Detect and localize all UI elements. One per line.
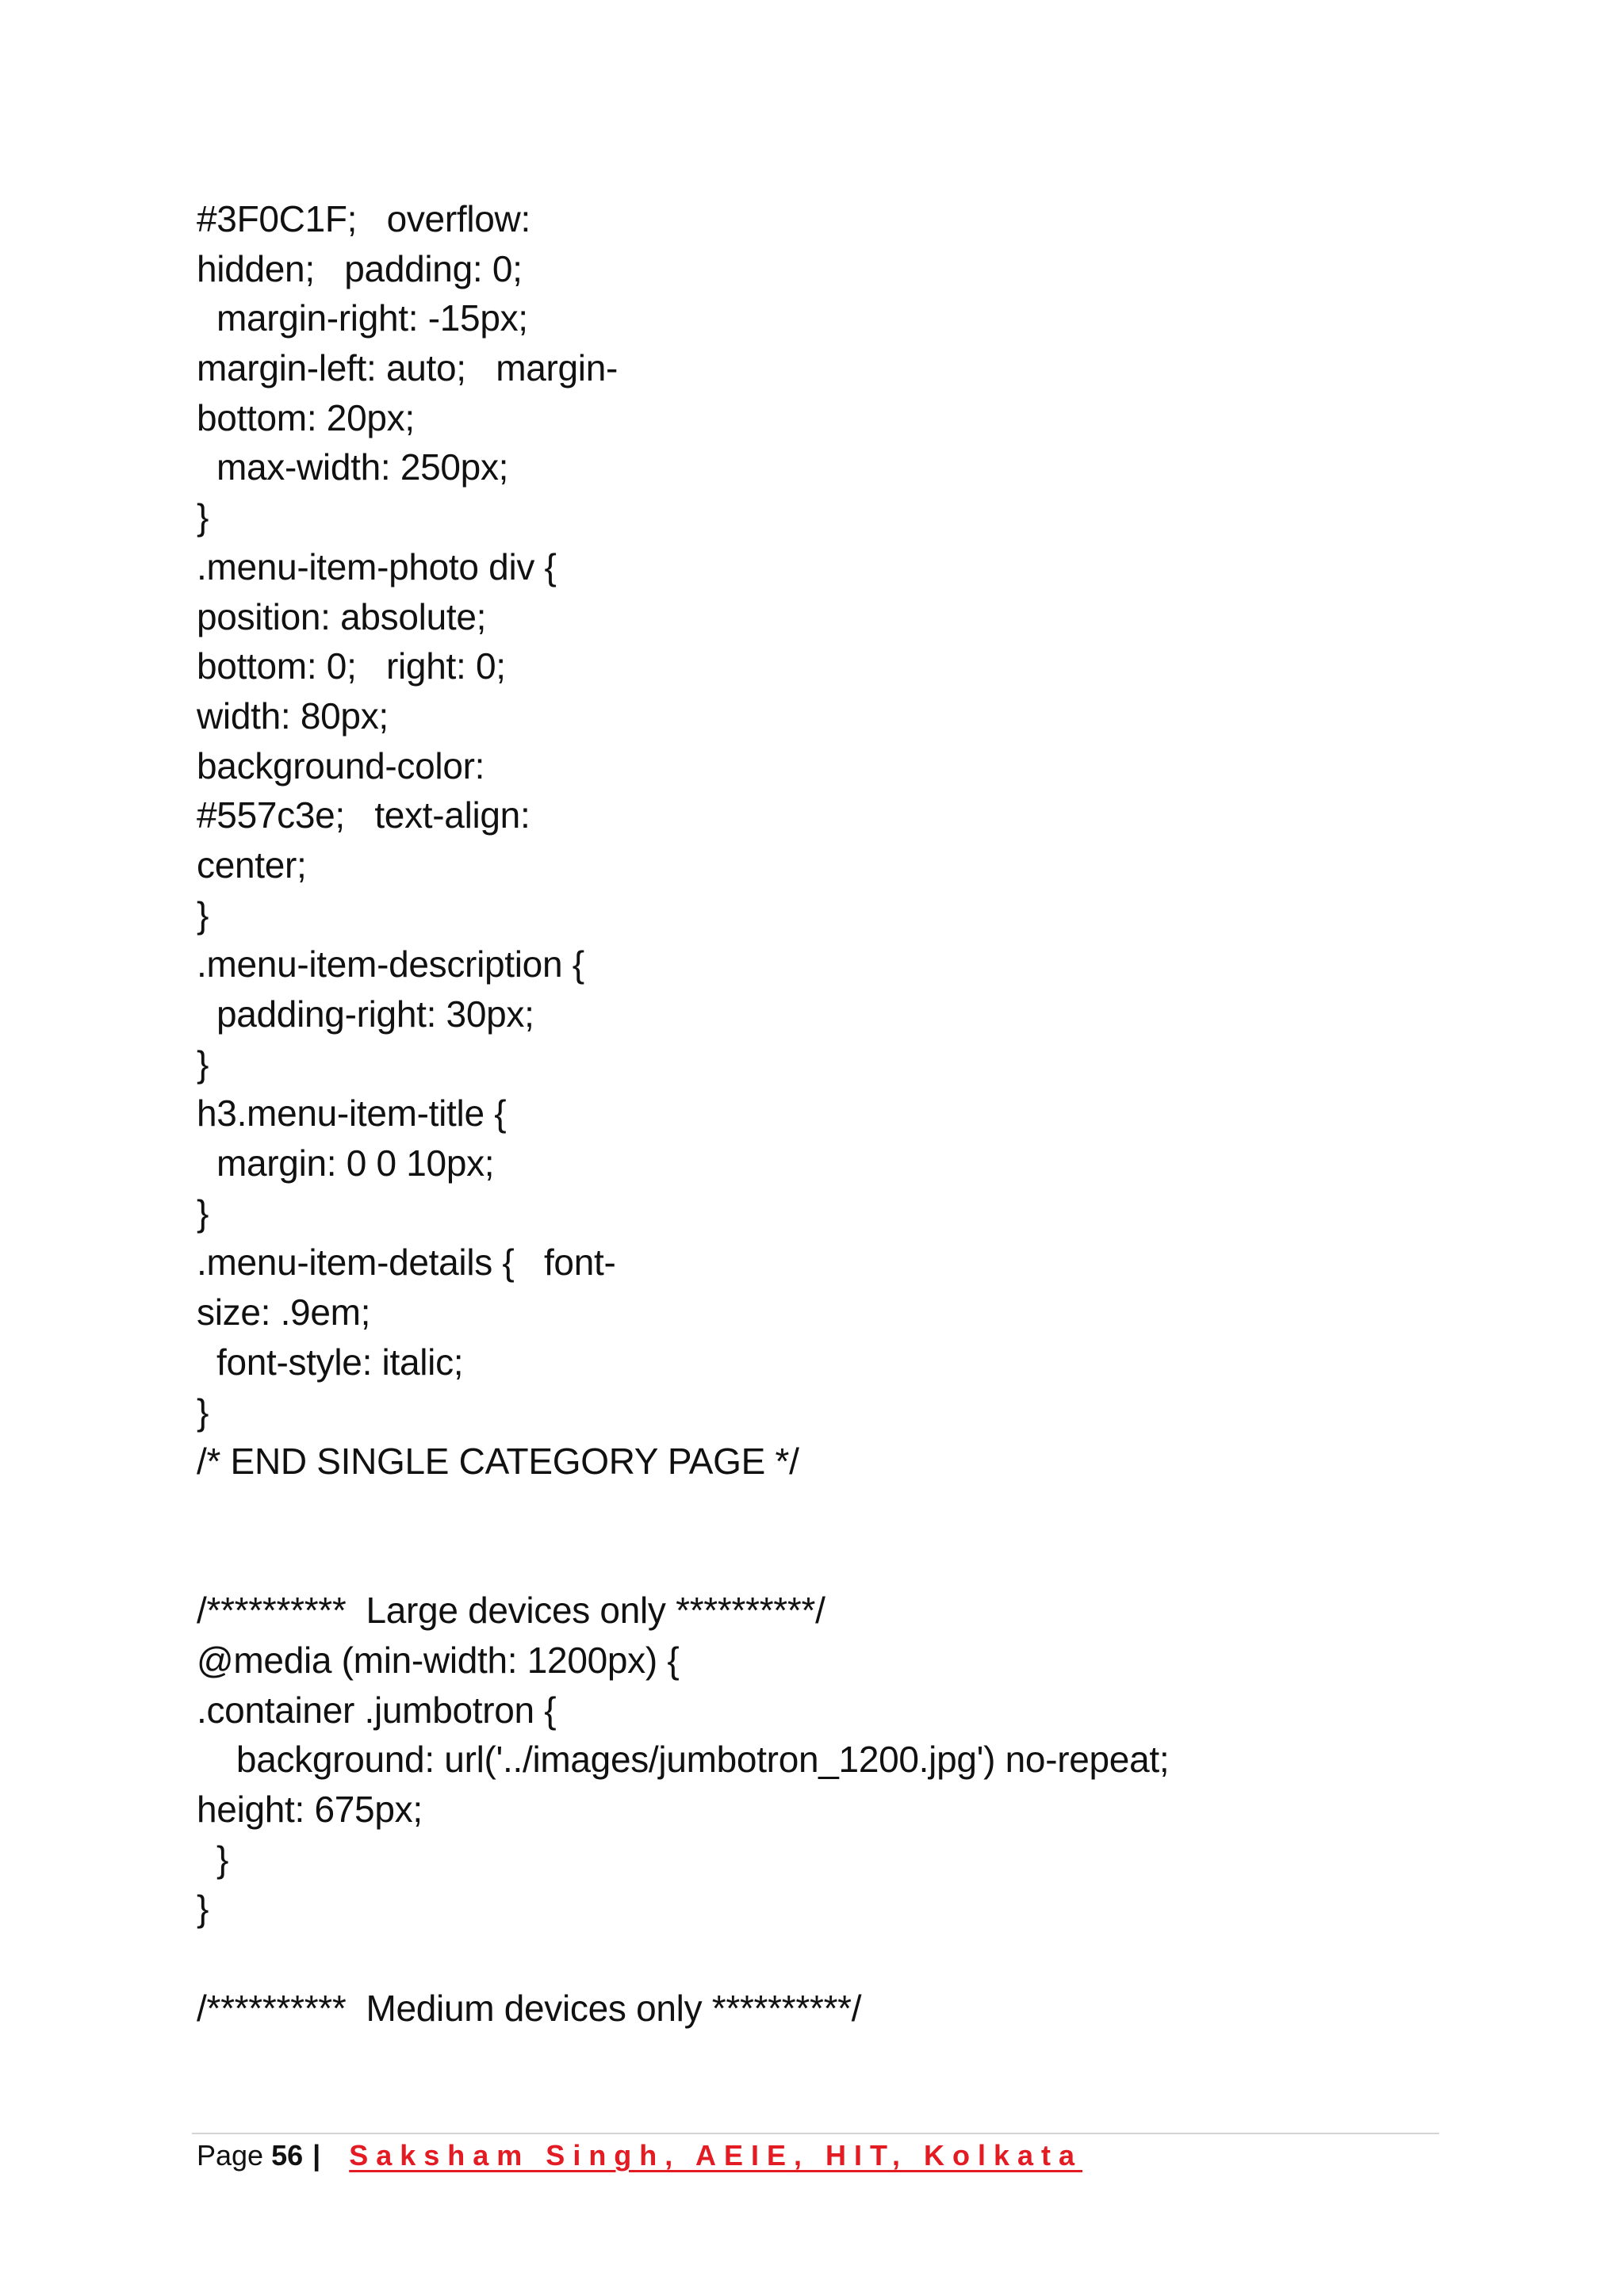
author-credit: Saksham Singh, AEIE, HIT, Kolkata: [349, 2139, 1083, 2172]
code-line: font-style: italic;: [197, 1341, 464, 1383]
code-line: size: .9em;: [197, 1292, 371, 1334]
code-line: /********** Large devices only **********/: [197, 1590, 825, 1632]
code-line: width: 80px;: [197, 695, 389, 737]
code-line: padding-right: 30px;: [197, 993, 534, 1035]
code-line: hidden; padding: 0;: [197, 247, 523, 289]
page-number: 56: [271, 2139, 304, 2172]
code-line: }: [197, 1192, 209, 1234]
code-line: .container .jumbotron {: [197, 1689, 557, 1731]
code-line: height: 675px;: [197, 1789, 423, 1830]
page-footer: [197, 2136, 1082, 2175]
code-line: [197, 1934, 1434, 1984]
code-line: max-width: 250px;: [197, 446, 509, 488]
footer-divider: [192, 2133, 1439, 2134]
code-line: }: [197, 1888, 209, 1930]
code-line: .menu-item-details { font-: [197, 1242, 616, 1284]
code-line: }: [197, 1043, 209, 1085]
code-line: bottom: 0; right: 0;: [197, 645, 506, 687]
code-line: .menu-item-photo div {: [197, 545, 557, 587]
code-line: background: url('../images/jumbotron_1200.jpg') no-repeat;: [197, 1739, 1170, 1781]
code-line: }: [197, 1391, 209, 1433]
code-line: /* END SINGLE CATEGORY PAGE */: [197, 1441, 799, 1483]
code-line: h3.menu-item-title {: [197, 1093, 507, 1135]
page-label: Page: [197, 2139, 264, 2172]
code-line: position: absolute;: [197, 595, 487, 637]
code-line: center;: [197, 844, 307, 886]
css-code-block: [197, 194, 1434, 2033]
code-line: [197, 1487, 1434, 1536]
code-line: bottom: 20px;: [197, 396, 415, 438]
footer-separator: |: [312, 2139, 321, 2172]
code-line: background-color:: [197, 744, 485, 786]
code-line: }: [197, 1838, 229, 1880]
code-line: /********** Medium devices only **********/: [197, 1987, 862, 2029]
code-line: margin: 0 0 10px;: [197, 1142, 495, 1184]
code-line: }: [197, 894, 209, 936]
code-line: #557c3e; text-align:: [197, 794, 530, 836]
code-line: [197, 1536, 1434, 1586]
code-line: margin-left: auto; margin-: [197, 347, 619, 389]
code-line: }: [197, 496, 209, 538]
code-line: margin-right: -15px;: [197, 297, 528, 339]
code-line: #3F0C1F; overflow:: [197, 198, 530, 239]
code-line: @media (min-width: 1200px) {: [197, 1639, 680, 1681]
code-line: .menu-item-description {: [197, 943, 584, 985]
